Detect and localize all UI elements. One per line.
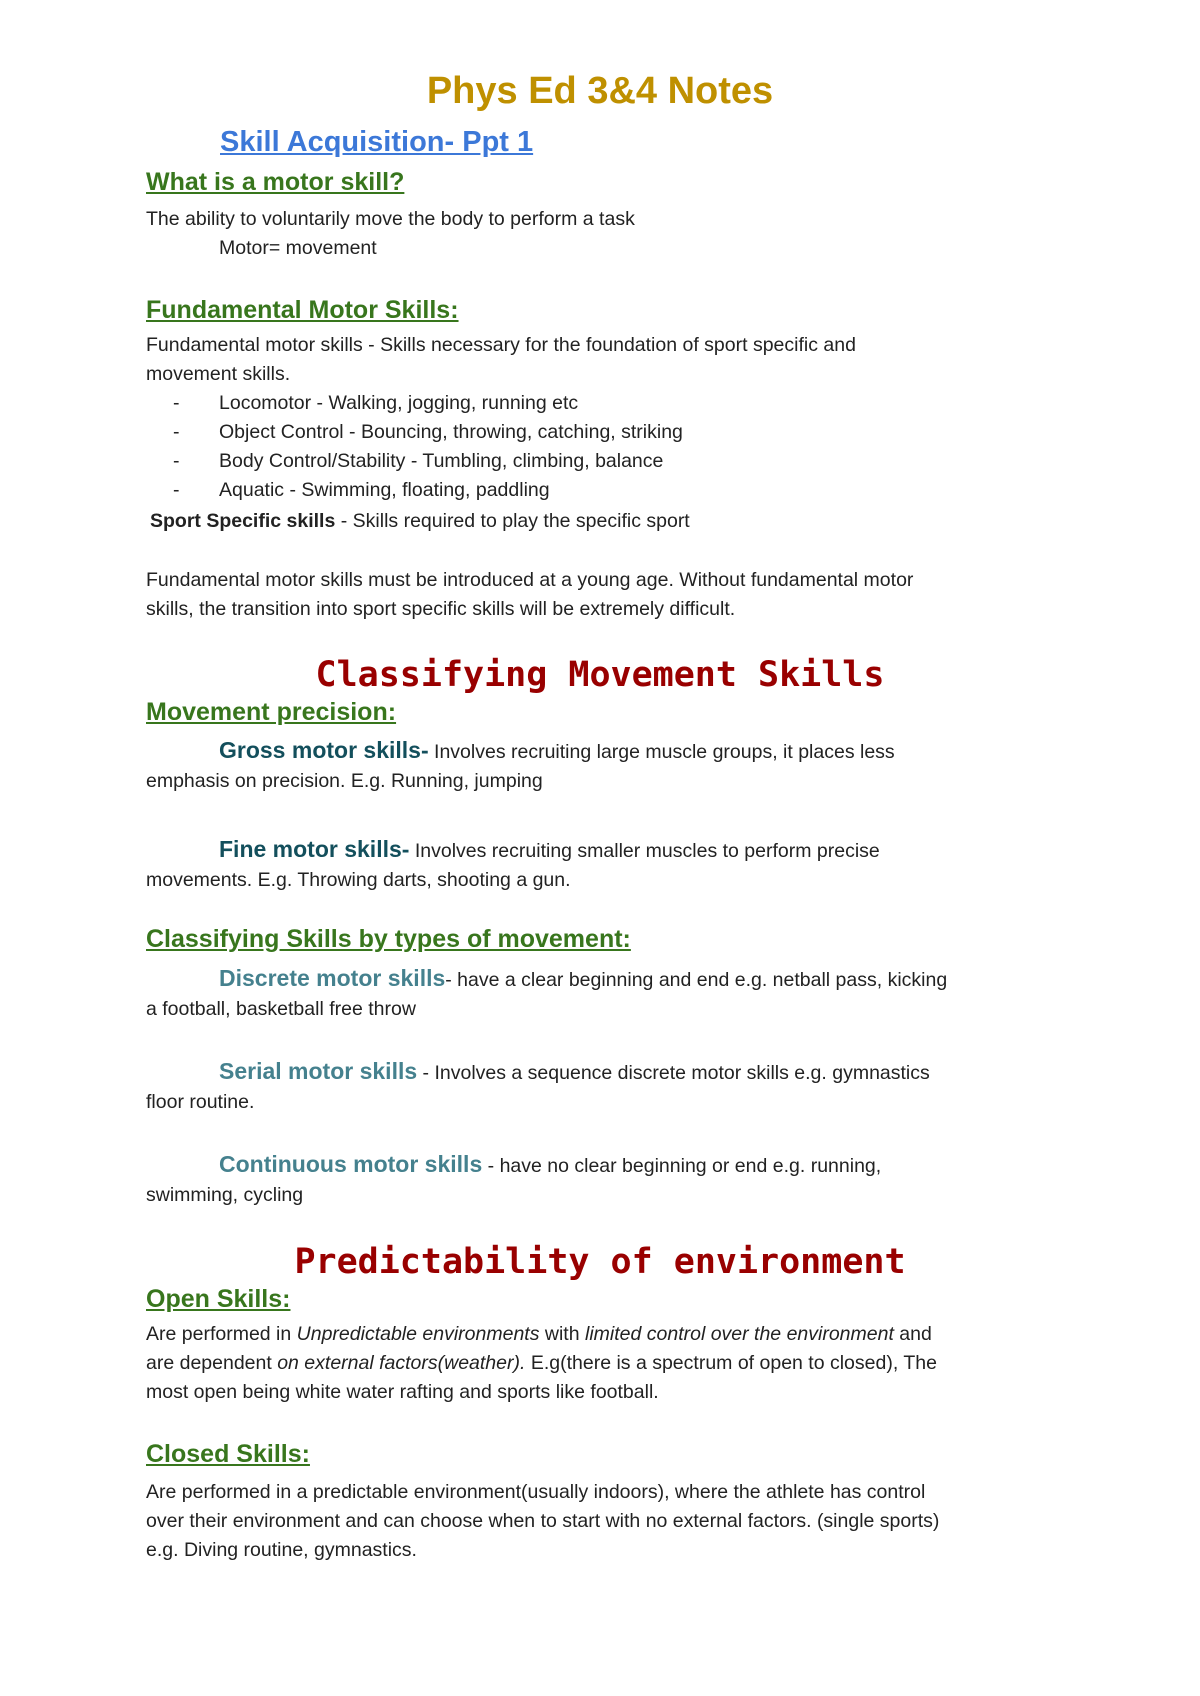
open-skills-heading: Open Skills:: [146, 1285, 291, 1313]
open-skills-paragraph: Are performed in Unpredictable environments with limited control over the environment and are dependent on external factors(weather). E.g(there is a spectrum of open to closed), The most open being white water rafting and sports like football.: [146, 1323, 937, 1403]
continuous-term: Continuous motor skills: [219, 1151, 483, 1177]
sport-specific-term: Sport Specific skills: [150, 510, 336, 532]
summary-line2: skills, the transition into sport specific skills will be extremely difficult.: [146, 598, 736, 620]
sport-specific-line: [150, 507, 1070, 536]
fundamental-intro: [146, 331, 1066, 389]
motor-skill-heading: What is a motor skill?: [146, 168, 405, 196]
list-item: - Object Control - Bouncing, throwing, catching, striking: [173, 421, 683, 443]
fine-motor-paragraph: Fine motor skills- Involves recruiting smaller muscles to perform precise movements. E.g. Throwing darts, shooting a gun.: [146, 836, 880, 891]
gross-motor-term: Gross motor skills-: [219, 737, 429, 763]
fundamental-summary: [146, 566, 1066, 624]
fundamental-intro-line2: movement skills.: [146, 363, 291, 385]
fundamental-skill-list: [146, 389, 683, 505]
discrete-paragraph: Discrete motor skills- have a clear beginning and end e.g. netball pass, kicking a football, basketball free throw: [146, 965, 948, 1020]
fine-motor-term: Fine motor skills-: [219, 836, 410, 862]
list-item: - Aquatic - Swimming, floating, paddling: [173, 479, 550, 501]
summary-line1: Fundamental motor skills must be introduced at a young age. Without fundamental motor: [146, 569, 914, 591]
movement-precision-heading: Movement precision:: [146, 698, 397, 726]
definition-text: The ability to voluntarily move the body to perform a task: [146, 208, 635, 230]
serial-term: Serial motor skills: [219, 1058, 418, 1084]
document-subtitle: Skill Acquisition- Ppt 1: [220, 126, 534, 158]
classifying-heading: Classifying Movement Skills: [315, 655, 885, 695]
sport-specific-text: - Skills required to play the specific sport: [335, 510, 690, 532]
gross-motor-paragraph: Gross motor skills- Involves recruiting large muscle groups, it places less emphasis on precision. E.g. Running, jumping: [146, 737, 895, 792]
motor-note: Motor= movement: [219, 237, 377, 259]
environment-heading: Predictability of environment: [294, 1242, 906, 1282]
list-item: - Locomotor - Walking, jogging, running etc: [173, 392, 579, 414]
document-title: Phys Ed 3&4 Notes: [426, 70, 774, 112]
discrete-term: Discrete motor skills: [219, 965, 446, 991]
closed-skills-paragraph: Are performed in a predictable environment(usually indoors), where the athlete has control over their environment and can choose when to start with no external factors. (single sports) e.g. Diving routine, gymnastics.: [146, 1481, 940, 1561]
closed-skills-heading: Closed Skills:: [146, 1440, 310, 1468]
continuous-paragraph: Continuous motor skills - have no clear beginning or end e.g. running, swimming, cycling: [146, 1151, 882, 1206]
serial-paragraph: Serial motor skills - Involves a sequence discrete motor skills e.g. gymnastics floor routine.: [146, 1058, 930, 1113]
fundamental-heading: Fundamental Motor Skills:: [146, 296, 459, 324]
motor-skill-definition: [146, 205, 1066, 263]
list-item: - Body Control/Stability - Tumbling, climbing, balance: [173, 450, 664, 472]
fundamental-intro-line1: Fundamental motor skills - Skills necessary for the foundation of sport specific and: [146, 334, 856, 356]
types-of-movement-heading: Classifying Skills by types of movement:: [146, 925, 631, 953]
